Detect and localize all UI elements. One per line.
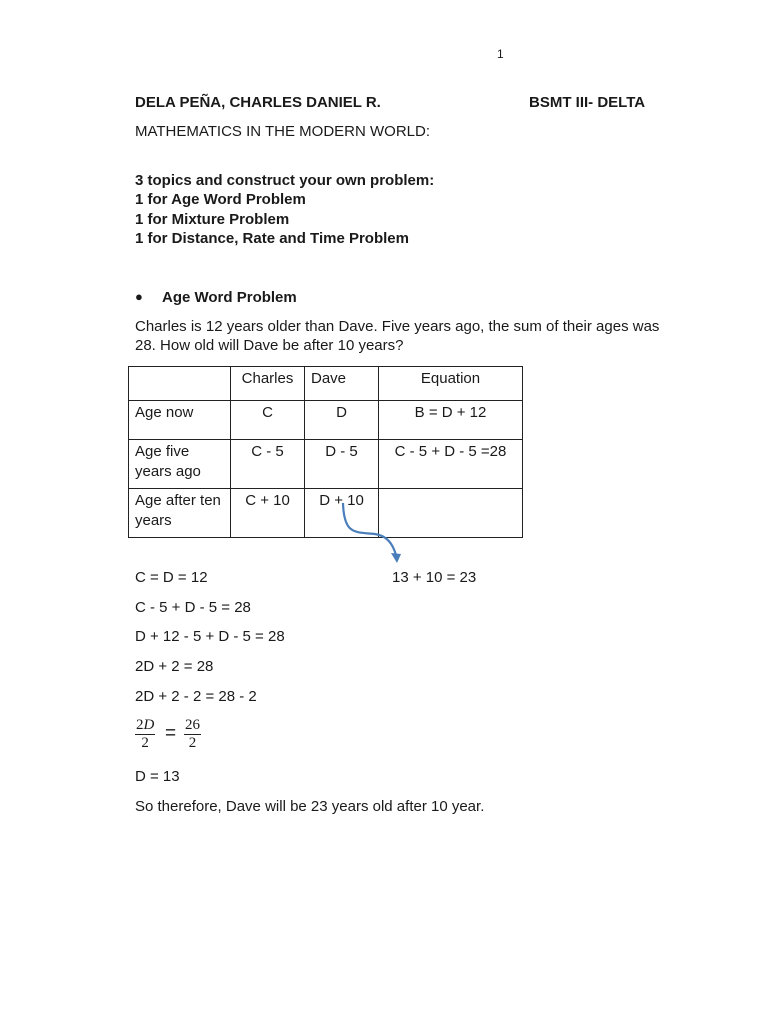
dave-cell: D [305, 401, 379, 440]
solution-step: D + 12 - 5 + D - 5 = 28 [135, 628, 285, 645]
table-row [129, 440, 523, 489]
fraction-denominator: 2 [141, 735, 149, 751]
solution-step: C - 5 + D - 5 = 28 [135, 599, 251, 616]
student-name: DELA PEÑA, CHARLES DANIEL R. [135, 94, 381, 111]
row-label: Age five years ago [129, 440, 231, 489]
fraction-left [135, 717, 155, 752]
dave-cell: D - 5 [305, 440, 379, 489]
row-label: Age after ten years [129, 489, 231, 538]
fraction-denominator: 2 [188, 735, 197, 751]
equals-sign: = [165, 723, 177, 744]
fraction-numerator: 2D [136, 717, 155, 733]
solution-step: C = D = 12 [135, 569, 208, 586]
section-heading: Age Word Problem [162, 289, 297, 306]
conclusion: So therefore, Dave will be 23 years old after 10 year. [135, 798, 485, 815]
solution-step: 2D + 2 - 2 = 28 - 2 [135, 688, 257, 705]
table-header-cell [129, 367, 231, 401]
table-header-cell: Charles [231, 367, 305, 401]
charles-cell: C - 5 [231, 440, 305, 489]
solution-step: 2D + 2 = 28 [135, 658, 214, 675]
charles-cell: C [231, 401, 305, 440]
table-header-cell: Dave [305, 367, 379, 401]
row-label: Age now [129, 401, 231, 440]
fraction-right [184, 717, 201, 752]
side-result: 13 + 10 = 23 [392, 569, 477, 586]
solution-step: D = 13 [135, 768, 180, 785]
instruction-line: 1 for Mixture Problem [135, 211, 290, 228]
instruction-line: 3 topics and construct your own problem: [135, 172, 435, 189]
age-table [128, 366, 523, 538]
table-row [129, 401, 523, 440]
class-section: BSMT III- DELTA [529, 94, 646, 111]
page-number: 1 [497, 47, 504, 61]
equation-cell: B = D + 12 [379, 401, 523, 440]
equation-cell: C - 5 + D - 5 =28 [379, 440, 523, 489]
equation-cell [379, 489, 523, 538]
dave-cell: D + 10 [305, 489, 379, 538]
instruction-line: 1 for Age Word Problem [135, 191, 306, 208]
bullet-icon: ● [135, 289, 143, 304]
problem-text: 28. How old will Dave be after 10 years? [135, 337, 404, 354]
table-row [129, 489, 523, 538]
fraction-numerator: 26 [185, 717, 200, 733]
table-header-cell: Equation [379, 367, 523, 401]
table-header-row [129, 367, 523, 401]
problem-text: Charles is 12 years older than Dave. Five years ago, the sum of their ages was [135, 318, 660, 335]
charles-cell: C + 10 [231, 489, 305, 538]
instruction-line: 1 for Distance, Rate and Time Problem [135, 230, 409, 247]
course-title: MATHEMATICS IN THE MODERN WORLD: [135, 123, 431, 140]
